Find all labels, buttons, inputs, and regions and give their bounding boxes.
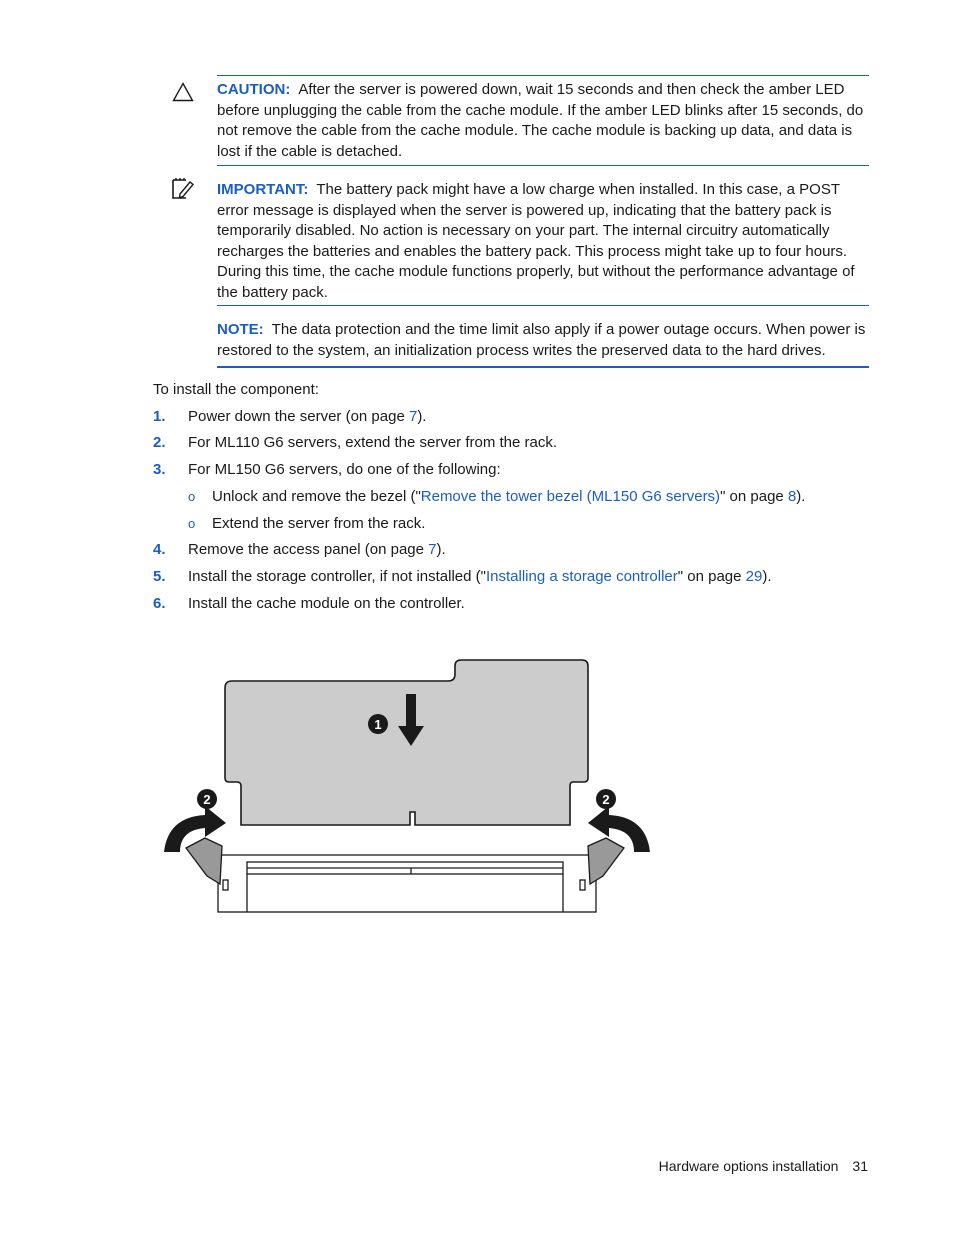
important-notice <box>217 180 869 303</box>
step-number: 6. <box>153 595 166 612</box>
cache-module-card <box>225 660 588 825</box>
right-latch <box>588 838 624 884</box>
step-number: 1. <box>153 408 166 425</box>
important-icon <box>171 177 195 205</box>
substep-text: Extend the server from the rack. <box>212 515 426 532</box>
step-number: 3. <box>153 461 166 478</box>
step-text: Power down the server (on page 7). <box>188 408 427 425</box>
svg-text:2: 2 <box>203 792 211 807</box>
step-text: Remove the access panel (on page 7). <box>188 541 446 558</box>
step-number: 2. <box>153 434 166 451</box>
caution-top-rule <box>217 75 869 76</box>
bullet: o <box>188 516 196 531</box>
caution-icon <box>172 82 194 106</box>
intro-text: To install the component: <box>153 381 319 398</box>
section-link[interactable]: Remove the tower bezel (ML150 G6 servers) <box>420 488 721 505</box>
left-latch <box>186 838 222 884</box>
note-bottom-rule <box>217 366 869 368</box>
callout-2-left <box>197 789 217 809</box>
step-text: Install the cache module on the controller. <box>188 595 465 612</box>
caution-label: CAUTION: <box>217 81 291 98</box>
caution-bottom-rule <box>217 165 869 166</box>
step-number: 4. <box>153 541 166 558</box>
important-text: The battery pack might have a low charge when installed. In this case, a POST error message is displayed when the server is powered up, indicating that the battery pack is temporarily disabled. No action is necessary on your part. The internal circuitry automatically recharges the batteries and enables the battery pack. This process might take up to four hours. During this time, the cache module functions properly, but without the performance advantage of the battery pack. <box>217 181 855 301</box>
bullet: o <box>188 489 196 504</box>
note-label: NOTE: <box>217 321 264 338</box>
important-bottom-rule <box>217 305 869 306</box>
important-label: IMPORTANT: <box>217 181 309 198</box>
caution-notice <box>217 80 869 162</box>
section-link[interactable]: Installing a storage controller <box>485 568 678 585</box>
callout-2-right <box>596 789 616 809</box>
footer-section-title: Hardware options installation <box>658 1158 839 1174</box>
step-text: For ML150 G6 servers, do one of the following: <box>188 461 501 478</box>
svg-text:1: 1 <box>374 717 382 732</box>
note-notice <box>217 320 869 361</box>
note-text: The data protection and the time limit also apply if a power outage occurs. When power is restored to the system, an initialization process writes the preserved data to the hard drives. <box>217 321 866 359</box>
svg-text:2: 2 <box>602 792 610 807</box>
callout-1 <box>368 714 388 734</box>
page-link[interactable]: 8 <box>787 488 797 505</box>
page-link[interactable]: 7 <box>428 541 437 558</box>
page-footer <box>659 1158 868 1174</box>
caution-text: After the server is powered down, wait 15 seconds and then check the amber LED before unplugging the cable from the cache module. If the amber LED blinks after 15 seconds, do not remove the cable from the cache module. The cache module is backing up data, and data is lost if the cable is detached. <box>217 81 864 160</box>
page-link[interactable]: 29 <box>745 568 763 585</box>
slot-connector <box>218 855 596 912</box>
page-number: 31 <box>852 1158 868 1174</box>
page-link[interactable]: 7 <box>408 408 418 425</box>
substep-text: Unlock and remove the bezel ("Remove the tower bezel (ML150 G6 servers)" on page 8). <box>212 488 806 505</box>
step-text: For ML110 G6 servers, extend the server from the rack. <box>188 434 558 451</box>
cache-module-figure <box>150 650 670 925</box>
step-text: Install the storage controller, if not installed ("Installing a storage controller" on page 29). <box>188 568 772 585</box>
step-number: 5. <box>153 568 166 585</box>
